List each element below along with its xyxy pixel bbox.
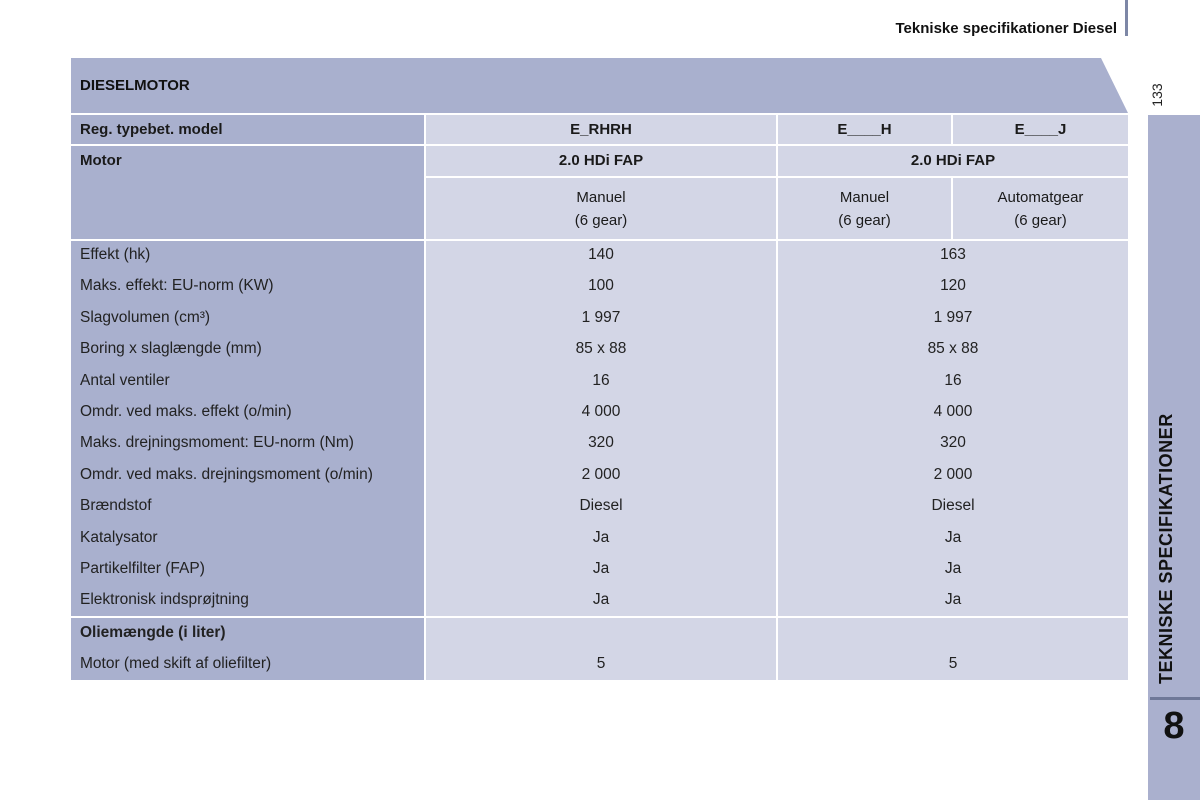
spec-row-value-1: Diesel: [579, 497, 623, 514]
spec-row-value-1: 140: [588, 246, 614, 263]
spec-row-value-2: 163: [940, 246, 966, 263]
spec-row-label: Antal ventiler: [80, 372, 170, 389]
spec-row-value-2: Diesel: [931, 497, 975, 514]
spec-row-value-2: Ja: [944, 560, 962, 577]
spec-row-value-1: 1 997: [581, 309, 621, 326]
spec-row-value-2: Ja: [944, 529, 962, 546]
sidebar-section-label: TEKNISKE SPECIFIKATIONER: [1156, 413, 1176, 684]
table-title: DIESELMOTOR: [80, 77, 190, 94]
spec-row-label: Brændstof: [80, 497, 152, 514]
typebet-col3: E____J: [953, 115, 1128, 144]
chapter-number: 8: [1163, 705, 1185, 747]
gearbox-col3: [953, 178, 1128, 239]
spec-row-value-1: 85 x 88: [575, 340, 627, 357]
oil-label: Motor (med skift af oliefilter): [80, 655, 272, 672]
spec-row-value-1: 100: [588, 277, 614, 294]
spec-row-value-1: Ja: [592, 529, 610, 546]
gearbox-col2-gears: (6 gear): [838, 212, 891, 229]
oil-value-2: 5: [948, 655, 958, 672]
spec-row-value-2: 16: [944, 372, 962, 389]
gearbox-col3-gears: (6 gear): [1014, 212, 1067, 229]
gearbox-col1-type: Manuel: [576, 189, 626, 206]
header-divider: [1125, 0, 1128, 36]
spec-row-value-2: 320: [940, 434, 966, 451]
spec-row-value-2: 4 000: [933, 403, 973, 420]
gearbox-col3-type: Automatgear: [997, 189, 1084, 206]
gearbox-col1-gears: (6 gear): [574, 212, 628, 229]
spec-row-value-2: 120: [940, 277, 966, 294]
motor-col1: 2.0 HDi FAP: [426, 146, 776, 176]
page-header-title: Tekniske specifikationer Diesel: [895, 20, 1117, 37]
spec-row-label: Maks. drejningsmoment: EU-norm (Nm): [80, 434, 354, 451]
typebet-col1: E_RHRH: [426, 115, 776, 144]
spec-row-value-1: Ja: [592, 560, 610, 577]
spec-row-label: Boring x slaglængde (mm): [80, 340, 262, 357]
motor-label: Motor: [71, 146, 424, 239]
spec-row-value-2: 1 997: [933, 309, 973, 326]
oil-heading: Oliemængde (i liter): [80, 624, 226, 641]
oil-value-1: 5: [596, 655, 606, 672]
spec-row-value-1: 16: [592, 372, 610, 389]
spec-row-label: Omdr. ved maks. drejningsmoment (o/min): [80, 466, 373, 483]
table-title-banner: [71, 58, 1128, 113]
spec-row-value-2: 85 x 88: [927, 340, 979, 357]
spec-row-value-2: Ja: [944, 591, 962, 608]
typebet-col2: E____H: [778, 115, 951, 144]
typebet-label: Reg. typebet. model: [71, 115, 424, 144]
spec-row-value-1: Ja: [592, 591, 610, 608]
spec-row-value-1: 320: [588, 434, 614, 451]
spec-row-label: Katalysator: [80, 529, 158, 546]
spec-row-value-1: 2 000: [581, 466, 621, 483]
gearbox-col2-type: Manuel: [839, 189, 890, 206]
spec-row-label: Elektronisk indsprøjtning: [80, 591, 249, 608]
spec-row-label: Omdr. ved maks. effekt (o/min): [80, 403, 292, 420]
gearbox-col2: [778, 178, 951, 239]
spec-row-label: Maks. effekt: EU-norm (KW): [80, 277, 274, 294]
gearbox-col1: [426, 178, 776, 239]
spec-row-label: Partikelfilter (FAP): [80, 560, 205, 577]
spec-row-value-2: 2 000: [933, 466, 973, 483]
spec-row-value-1: 4 000: [581, 403, 621, 420]
sidebar-separator: [1150, 697, 1200, 700]
motor-col2: 2.0 HDi FAP: [778, 146, 1128, 176]
spec-row-label: Effekt (hk): [80, 246, 151, 263]
page-number: 133: [1149, 83, 1165, 107]
spec-row-label: Slagvolumen (cm³): [80, 309, 211, 326]
